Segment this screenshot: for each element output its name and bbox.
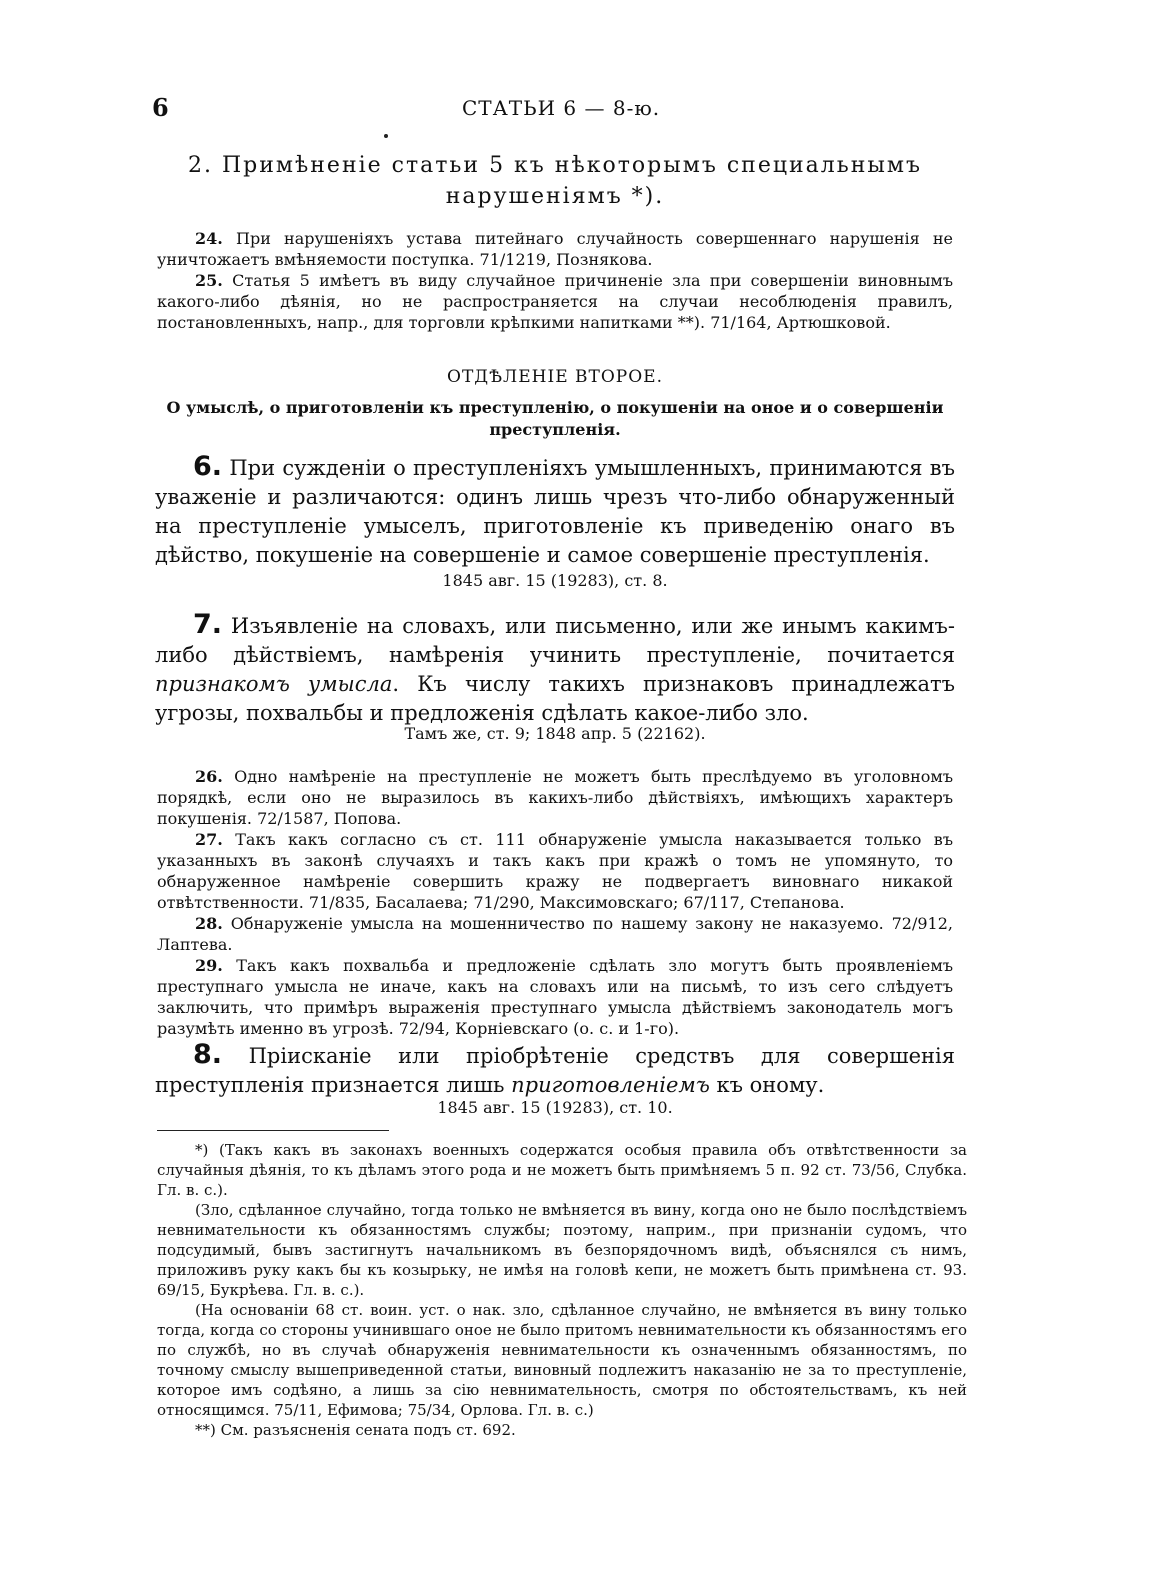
article-6-source: 1845 авг. 15 (19283), ст. 8. (442, 571, 668, 590)
note-24: 24. При нарушеніяхъ устава питейнаго случайность совершеннаго нарушенія не уничтожаетъ вмѣняемости поступка. 71/1219, Познякова. (157, 229, 953, 269)
footnotes (157, 1140, 967, 1440)
ink-dot (384, 134, 388, 138)
footnote-4: **) См. разъясненія сената подъ ст. 692. (195, 1421, 516, 1439)
division-title: ОТДѢЛЕНІЕ ВТОРОЕ. (447, 367, 663, 387)
note-28: 28. Обнаруженіе умысла на мошенничество по нашему закону не наказуемо. 72/912, Лаптева. (157, 914, 953, 954)
section-title: 2. Примѣненіе статьи 5 къ нѣкоторымъ специальнымъ нарушеніямъ *). (187, 153, 923, 209)
article-7: 7. Изъявленіе на словахъ, или письменно, или же инымъ какимъ-либо дѣйствіемъ, намѣренія учинить преступленіе, почитается признакомъ умысла. Къ числу такихъ признаковъ принадлежатъ угрозы, похвальбы и предложенія сдѣлать какое-либо зло. (155, 609, 956, 725)
page-number: 6 (152, 93, 169, 122)
article-7-source: Тамъ же, ст. 9; 1848 апр. 5 (22162). (404, 724, 706, 743)
running-head: СТАТЬИ 6 — 8-ю. (462, 96, 661, 120)
notes-top (157, 228, 953, 333)
article-8: 8. Пріисканіе или пріобрѣтеніе средствъ для совершенія преступленія признается лишь приготовленіемъ къ оному. (155, 1039, 955, 1097)
footnote-1: *) (Такъ какъ въ законахъ военныхъ содержатся особыя правила объ отвѣтственности за случайныя дѣянія, то къ дѣламъ этого рода и не можетъ быть примѣняемъ 5 п. 92 ст. 73/56, Слубка. Гл. в. с.). (157, 1141, 967, 1199)
footnote-divider (157, 1130, 389, 1131)
article-6: 6. При сужденіи о преступленіяхъ умышленныхъ, принимаются въ уваженіе и различаются: одинъ лишь чрезъ что-либо обнаруженный на преступленіе умыселъ, приготовленіе къ приведенію онаго въ дѣйство, покушеніе на совершеніе и самое совершеніе преступленія. (155, 451, 955, 567)
footnote-2: (Зло, сдѣланное случайно, тогда только не вмѣняется въ вину, когда оно не было послѣдствіемъ невнимательности къ обязанностямъ службы; поэтому, наприм., при признаніи судомъ, что подсудимый, бывъ застигнутъ начальникомъ въ безпорядочномъ видѣ, объяснялся съ нимъ, приложивъ руку какъ бы къ козырьку, не имѣя на головѣ кепи, не можетъ быть примѣнена ст. 93. 69/15, Букрѣева. Гл. в. с.). (157, 1201, 967, 1299)
note-25: 25. Статья 5 имѣетъ въ виду случайное причиненіе зла при совершеніи виновнымъ какого-либо дѣянія, но не распространяется на случаи несоблюденія правилъ, постановленныхъ, напр., для торговли крѣпкими напитками **). 71/164, Артюшковой. (157, 271, 953, 332)
article-number: 6. (193, 451, 223, 482)
note-27: 27. Такъ какъ согласно съ ст. 111 обнаруженіе умысла наказывается только въ указанныхъ въ законѣ случаяхъ и такъ какъ при кражѣ о томъ не упомянуто, то обнаруженное намѣреніе совершить кражу не подвергаетъ виновнаго никакой отвѣтственности. 71/835, Басалаева; 71/290, Максимовскаго; 67/117, Степанова. (157, 830, 953, 912)
article-8-source: 1845 авг. 15 (19283), ст. 10. (437, 1098, 673, 1117)
article-number: 7. (193, 609, 223, 640)
note-29: 29. Такъ какъ похвальба и предложеніе сдѣлать зло могутъ быть проявленіемъ преступнаго умысла не иначе, какъ на словахъ или на письмѣ, то изъ сего слѣдуетъ заключить, что примѣръ выраженія преступнаго умысла дѣйствіемъ законодатель могъ разумѣть именно въ угрозѣ. 72/94, Корніевскаго (о. с. и 1-го). (157, 956, 954, 1038)
notes-middle (157, 766, 953, 1039)
article-number: 8. (193, 1039, 223, 1070)
division-subtitle: О умыслѣ, о приготовленіи къ преступленію, о покушеніи на оное и о совершеніи преступленія. (166, 398, 944, 439)
note-26: 26. Одно намѣреніе на преступленіе не можетъ быть преслѣдуемо въ уголовномъ порядкѣ, если оно не выразилось въ какихъ-либо дѣйствіяхъ, имѣющихъ характеръ покушенія. 72/1587, Попова. (157, 767, 953, 828)
footnote-3: (На основаніи 68 ст. воин. уст. о нак. зло, сдѣланное случайно, не вмѣняется въ вину только тогда, когда со стороны учинившаго оное не было притомъ невнимательности къ обязанностямъ его по службѣ, но въ случаѣ обнаруженія невнимательности къ означеннымъ обязанностямъ, по точному смыслу вышеприведенной статьи, виновный подлежитъ наказанію не за то преступленіе, которое имъ содѣяно, а лишь за сію невнимательность, смотря по обстоятельствамъ, къ ней относящимся. 75/11, Ефимова; 75/34, Орлова. Гл. в. с.) (157, 1301, 967, 1419)
